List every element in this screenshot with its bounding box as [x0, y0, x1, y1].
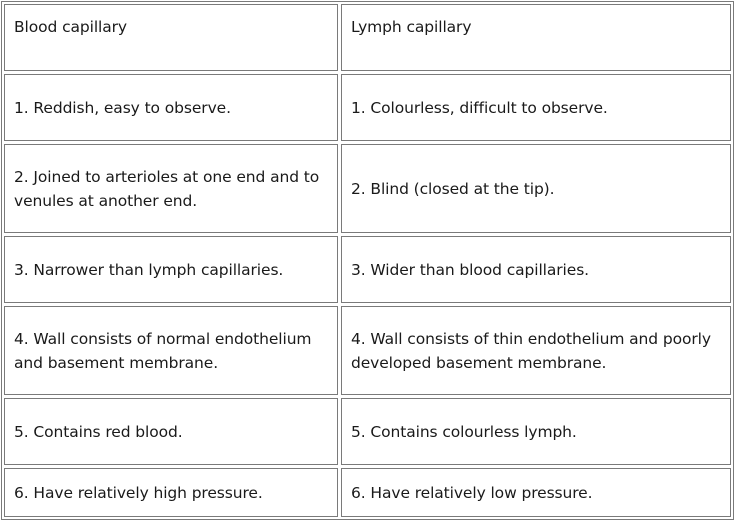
table-cell — [341, 74, 731, 141]
table-cell — [341, 306, 731, 395]
table-cell — [4, 144, 338, 233]
table-cell — [4, 306, 338, 395]
header-cell-lymph-capillary — [341, 4, 731, 71]
table-cell — [4, 468, 338, 517]
cell-text: 4. Wall consists of thin endothelium and poorly developed basement membrane. — [351, 329, 711, 372]
cell-text: 6. Have relatively low pressure. — [351, 483, 593, 502]
cell-text: 6. Have relatively high pressure. — [14, 483, 263, 502]
table-cell — [4, 398, 338, 465]
table-cell — [4, 74, 338, 141]
header-label: Blood capillary — [14, 18, 127, 36]
cell-text: 2. Joined to arterioles at one end and to venules at another end. — [14, 167, 320, 210]
cell-text: 1. Reddish, easy to observe. — [14, 98, 231, 117]
header-cell-blood-capillary — [4, 4, 338, 71]
cell-text: 5. Contains red blood. — [14, 422, 183, 441]
comparison-table — [1, 1, 734, 520]
cell-text: 3. Wider than blood capillaries. — [351, 260, 590, 279]
cell-text: 1. Colourless, difficult to observe. — [351, 98, 608, 117]
cell-text: 2. Blind (closed at the tip). — [351, 179, 555, 198]
cell-text: 4. Wall consists of normal endothelium and basement membrane. — [14, 329, 312, 372]
table-cell — [4, 236, 338, 303]
header-label: Lymph capillary — [351, 18, 472, 36]
table-cell — [341, 398, 731, 465]
table-cell — [341, 144, 731, 233]
table-cell — [341, 468, 731, 517]
cell-text: 3. Narrower than lymph capillaries. — [14, 260, 284, 279]
cell-text: 5. Contains colourless lymph. — [351, 422, 577, 441]
table-cell — [341, 236, 731, 303]
